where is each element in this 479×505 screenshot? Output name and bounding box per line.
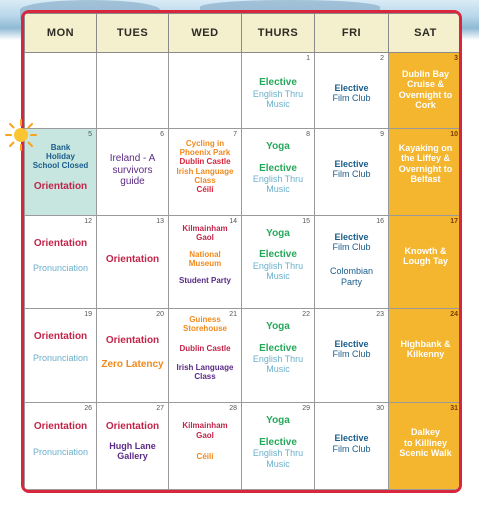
activity: Colombian (329, 266, 374, 277)
day-number: 26 (84, 405, 92, 413)
day-number: 21 (229, 311, 237, 319)
day-cell[interactable] (97, 309, 169, 403)
day-cell[interactable] (97, 215, 169, 309)
activity: Pronunciation (32, 352, 89, 363)
activity: Orientation (105, 421, 160, 433)
activity: Kilmainham (182, 223, 228, 233)
day-cell[interactable] (315, 129, 389, 215)
day-number: 19 (84, 311, 92, 319)
day-number: 13 (156, 217, 164, 225)
day-cell-saturday[interactable] (389, 215, 463, 309)
activity: Film Club (332, 443, 371, 454)
activity: Elective (259, 436, 297, 448)
day-number: 1 (306, 55, 310, 62)
activity: Irish Language (176, 362, 234, 372)
sun-icon (4, 118, 38, 152)
header-mon: MON (25, 14, 97, 53)
day-number: 9 (380, 131, 384, 139)
day-number: 27 (156, 405, 164, 413)
activity: Film Club (332, 169, 371, 180)
activity: Overnight to (398, 163, 453, 174)
activity: Film Club (332, 241, 371, 252)
activity: Elective (259, 249, 297, 260)
day-number: 30 (376, 405, 384, 413)
activity: Yoga (266, 141, 290, 153)
activity: Elective (334, 231, 369, 242)
activity: Class (194, 371, 216, 381)
day-number: 5 (88, 131, 92, 139)
activity: Kayaking on (398, 143, 453, 154)
weekday-header-row (25, 14, 463, 53)
activity: Lough Tay (403, 255, 448, 266)
week-row (25, 309, 463, 403)
activity: Elective (259, 342, 297, 354)
day-number: 23 (376, 311, 384, 319)
day-cell[interactable] (25, 403, 97, 490)
activity: Ireland - A (109, 153, 156, 165)
day-cell-saturday[interactable] (389, 53, 463, 129)
header-wed: WED (169, 14, 242, 53)
day-number: 14 (229, 217, 237, 225)
header-sat: SAT (389, 14, 463, 53)
activity: Belfast (410, 174, 441, 185)
activity: Phoenix Park (179, 148, 231, 158)
activity: Yoga (266, 227, 290, 239)
activity: English Thru (252, 354, 304, 365)
activity: Music (266, 270, 290, 281)
day-cell[interactable] (315, 215, 389, 309)
activity: Dublin Castle (179, 343, 231, 353)
activity: Dalkey (410, 427, 441, 438)
calendar-grid (24, 13, 462, 490)
day-number: 15 (302, 217, 310, 225)
week-row (25, 403, 463, 490)
week-row (25, 215, 463, 309)
activity: the Liffey & (400, 153, 450, 164)
activity: Orientation (33, 237, 88, 249)
activity: Party (340, 276, 362, 287)
activity: Pronunciation (32, 263, 89, 273)
activity: Céilí (196, 451, 214, 461)
activity: Guiness (189, 315, 221, 325)
week-row (25, 129, 463, 215)
activity: Student Party (178, 276, 231, 286)
activity: Film Club (332, 93, 371, 104)
activity: Yoga (266, 321, 290, 333)
activity: Irish Language (176, 166, 234, 176)
activity: Kilmainham (182, 421, 228, 431)
activity: Orientation (33, 180, 88, 192)
day-cell[interactable] (242, 53, 315, 129)
activity: survivors (112, 164, 153, 176)
day-number: 12 (84, 217, 92, 225)
activity: Highbank & (400, 339, 451, 350)
activity: Orientation (33, 421, 88, 433)
activity: Class (194, 175, 216, 185)
activity: Bank (50, 143, 71, 153)
activity: English Thru (252, 448, 304, 459)
day-cell[interactable] (242, 309, 315, 403)
activity: Elective (334, 433, 369, 444)
activity: English Thru (252, 88, 304, 99)
activity: Cruise & (406, 79, 444, 90)
day-number: 28 (229, 405, 237, 413)
day-cell[interactable] (315, 53, 389, 129)
activity: Gallery (117, 451, 148, 462)
activity: Elective (334, 83, 369, 93)
activity: to Killiney (403, 437, 447, 448)
week-row (25, 53, 463, 129)
activity: Elective (259, 162, 297, 174)
day-number: 22 (302, 311, 310, 319)
activity: Music (266, 364, 290, 375)
day-cell[interactable] (242, 129, 315, 215)
day-cell-saturday[interactable] (389, 309, 463, 403)
day-cell-empty (97, 53, 169, 129)
day-number: 20 (156, 311, 164, 319)
activity: Céilí (196, 184, 214, 194)
activity: Cycling in (185, 139, 225, 149)
activity: Overnight to (398, 89, 453, 100)
header-thurs: THURS (242, 14, 315, 53)
day-cell[interactable] (169, 215, 242, 309)
activity: School Closed (32, 161, 89, 171)
day-cell[interactable] (25, 215, 97, 309)
header-fri: FRI (315, 14, 389, 53)
header-tues: TUES (97, 14, 169, 53)
activity: Orientation (105, 253, 160, 265)
calendar (21, 10, 462, 493)
day-number: 10 (450, 131, 458, 139)
day-number: 16 (376, 217, 384, 225)
activity: Museum (188, 259, 222, 269)
activity: Cork (415, 100, 436, 111)
activity: Music (266, 458, 290, 469)
activity: guide (120, 176, 145, 188)
activity: Gaol (196, 430, 214, 440)
day-cell[interactable] (315, 309, 389, 403)
activity: Pronunciation (32, 446, 89, 457)
activity: Orientation (105, 335, 160, 347)
activity: Dublin Castle (179, 157, 231, 167)
activity: Holiday (46, 152, 75, 162)
activity: Elective (259, 77, 297, 88)
day-cell-saturday[interactable] (389, 129, 463, 215)
activity: Storehouse (182, 324, 227, 334)
activity: Knowth & (404, 245, 447, 256)
activity: Yoga (266, 415, 290, 427)
day-cell[interactable] (169, 403, 242, 490)
activity: Elective (334, 159, 369, 170)
activity: Music (266, 184, 290, 195)
day-cell[interactable] (97, 403, 169, 490)
day-cell[interactable] (242, 403, 315, 490)
activity: National (189, 249, 221, 259)
activity: English Thru (252, 174, 304, 185)
day-cell[interactable] (169, 309, 242, 403)
day-cell[interactable] (315, 403, 389, 490)
day-number: 7 (233, 131, 237, 139)
day-cell-saturday[interactable] (389, 403, 463, 490)
day-cell[interactable] (25, 309, 97, 403)
day-cell[interactable] (242, 215, 315, 309)
activity: Kilkenny (406, 349, 445, 360)
activity: Zero Latency (101, 358, 164, 370)
activity: Dublin Bay (401, 69, 449, 79)
day-number: 8 (306, 131, 310, 139)
day-number: 31 (450, 405, 458, 413)
day-number: 3 (454, 55, 458, 62)
day-number: 6 (160, 131, 164, 139)
day-number: 24 (450, 311, 458, 319)
activity: Hugh Lane (109, 440, 156, 451)
day-cell[interactable] (97, 129, 169, 215)
day-cell[interactable] (169, 129, 242, 215)
day-cell-empty (169, 53, 242, 129)
activity: Music (266, 98, 290, 109)
activity: Orientation (33, 331, 88, 343)
activity: Elective (334, 339, 369, 350)
activity: Scenic Walk (399, 448, 452, 459)
activity: English Thru (252, 260, 304, 271)
day-number: 17 (450, 217, 458, 225)
day-number: 29 (302, 405, 310, 413)
activity: Gaol (196, 232, 214, 242)
activity: Film Club (332, 349, 371, 360)
day-number: 2 (380, 55, 384, 62)
